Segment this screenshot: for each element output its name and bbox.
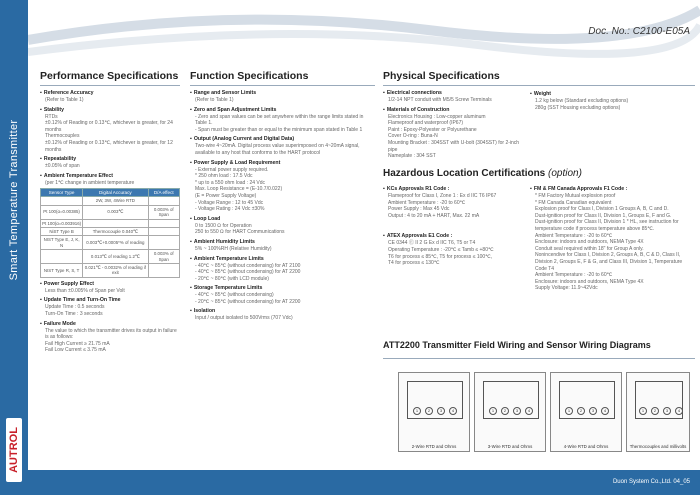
spec-text: * FM Factory Mutual explosion proof (535, 193, 616, 199)
table-row: Pt 100(α=0.00385) 0.003℃ 0.003% of Span (41, 205, 180, 219)
spec-text: Electronics Housing : Low-copper aluminum (388, 113, 486, 120)
spec-text: Enclosure: indoors and outdoors, NEMA Type 4X (535, 239, 644, 246)
spec-text: 250 to 550 Ω for HART Communications (195, 229, 285, 236)
table-row: NiST Type B Thermocouple 0.040℃ (41, 227, 180, 235)
spec-text: (Refer to Table 1) (195, 97, 234, 103)
wiring-diagram-4wire: 1 2 3 4 4-Wire RTD and Ohms (550, 372, 622, 452)
spec-text: Max. Loop Resistance = (E-10.7/0.022) (195, 186, 283, 193)
spec-text: Mounting Bracket : 304SST with U-bolt (304SST) for 2-inch pipe (388, 139, 520, 153)
physical-column (383, 70, 523, 160)
spec-text: 0 to 1500 Ω for Operation (195, 222, 252, 229)
spec-heading: ▪ Update Time and Turn-On Time (40, 297, 180, 304)
spec-text: - 20℃ ~ 85℃ (without condensing) for AT 2200 (195, 298, 301, 305)
spec-text: Dust-ignition proof for Class II, Division 1 * HL, see instruction for temperature code if process temperature above 85℃. (535, 219, 679, 232)
wiring-title: ATT2200 Transmitter Field Wiring and Sensor Wiring Diagrams (383, 340, 651, 350)
spec-heading: ▪ Output (Analog Current and Digital Data) (190, 136, 375, 143)
spec-text: The value to which the transmitter drives its output in failure is as follows: (45, 327, 177, 341)
spec-text: ±0.12% of Reading or 0.13℃, whichever is greater, for 24 months (45, 120, 173, 133)
table-row: 2W, 3W, 4Wire RTD (41, 197, 180, 205)
spec-text: Power Supply : Max 45 Vdc (388, 206, 450, 213)
spec-text: - 40℃ ~ 85℃ (without condensing) for AT 2200 (195, 269, 301, 276)
spec-text: Thermocouples (45, 133, 80, 140)
spec-text: - Zero and span values can be set anywhere within the range limits stated in Table 1. (195, 113, 364, 127)
spec-heading: ▪ FM & FM Canada Approvals F1 Code : (530, 186, 695, 193)
table-row: Pt 100(α=0.003916) (41, 219, 180, 227)
spec-text: 280g (SST Housing excluding options) (535, 104, 621, 111)
spec-text: Fail Low Current ≤ 3.75 mA (45, 347, 106, 354)
spec-text: Operating Temperature : -20℃ ≤ Tamb ≤ +80℃ (388, 246, 494, 253)
hazardous-title: Hazardous Location Certifications (option) (383, 168, 582, 179)
spec-text: T6 for process ≤ 85℃, T5 for process ≤ 100℃, (388, 253, 493, 260)
spec-text: CE 0344 Ⓔ II 2 G Ex d IIC T6, T5 or T4 (388, 240, 476, 247)
performance-column (40, 70, 180, 354)
spec-heading: ▪ Zero and Span Adjustment Limits (190, 107, 375, 114)
spec-text: (Refer to Table 1) (45, 97, 84, 103)
spec-text: (per 1℃ change in ambient temperature (45, 179, 135, 186)
spec-heading: ▪ Isolation (190, 308, 375, 315)
spec-text: - 20℃ ~ 80℃ (with LCD module) (195, 275, 269, 282)
spec-text: ±0.12% of Reading or 0.13℃, whichever is greater, for 12 months (45, 139, 173, 153)
spec-heading: ▪ Power Supply & Load Requirement (190, 160, 375, 167)
weight-column (530, 88, 695, 111)
spec-text: Flameproof for Class I, Zone 1 : Ex d IIC T6 IP67 (388, 193, 497, 199)
spec-text: Ambient Temperature : -20 to 60℃ (535, 272, 613, 279)
spec-text: 1/2-14 NPT conduit with M5/5 Screw Terminals (388, 97, 492, 103)
spec-text: Paint : Epoxy-Polyester or Polyurethane (388, 126, 477, 133)
performance-title: Performance Specifications (40, 70, 180, 86)
spec-text: * up to a 550 ohm load : 24 Vdc (195, 179, 266, 186)
spec-text: * 250 ohm load : 17.5 Vdc (195, 173, 253, 180)
spec-heading: ▪ Loop Load (190, 216, 375, 223)
table-row: NIST Type R, S, T 0.021℃ - 0.0032% of reading if exit (41, 264, 180, 278)
spec-text: - Voltage Range : 12 to 45 Vdc (195, 199, 264, 206)
table-header: Sensor Type (41, 189, 83, 197)
table-header: D/A effect (148, 189, 179, 197)
spec-text: Input / output isolated to 500Vrms (707 Vdc) (195, 315, 293, 322)
wiring-diagram-thermocouple: 1 2 3 4 Thermocouples and millivolts (626, 372, 690, 452)
spec-heading: ▪ Electrical connections (383, 90, 523, 97)
spec-text: - Span must be greater than or equal to the minimum span stated in Table 1 (195, 126, 363, 133)
wiring-diagram-2wire: 1 2 3 4 2-Wire RTD and Ohms (398, 372, 470, 452)
spec-heading: ▪ Repeatability (40, 156, 180, 163)
sidebar-title: Smart Temperature Transmitter (8, 119, 20, 281)
wiring-diagram-3wire: 1 2 3 4 3-Wire RTD and Ohms (474, 372, 546, 452)
spec-heading: ▪ Ambient Temperature Limits (190, 256, 375, 263)
spec-text: Nameplate : 304 SST (388, 153, 436, 160)
spec-text: - External power supply required. (195, 166, 269, 173)
spec-text: 5% ~ 100%RH (Relative Humidity) (195, 245, 272, 252)
spec-text: Ambient Temperature : -20 to 60℃ (535, 232, 613, 239)
accuracy-table (40, 188, 180, 277)
spec-text: ±0.05% of span (45, 163, 80, 170)
function-column (190, 70, 375, 322)
spec-text: * FM Canada Canadian equivalent (535, 199, 612, 206)
brand-logo: AUTROL (6, 418, 22, 482)
spec-heading: ▪ Weight (530, 91, 695, 98)
footer-text: Duon System Co.,Ltd. 04_05 (612, 479, 690, 485)
spec-text: Enclosure: indoors and outdoors, NEMA Type 4X (535, 278, 644, 285)
spec-text: Nonincendive for Class I, Division 2, Groups A, B, C & D, Class II, Division 2, Groups E, F & G, and Class III, Division 1, Temperature Code T4 (535, 252, 683, 272)
spec-heading: ▪ Reference Accuracy (40, 90, 180, 97)
spec-text: - 40℃ ~ 85℃ (without condensing) (195, 292, 274, 299)
hazardous-right (530, 183, 695, 292)
spec-heading: ▪ Failure Mode (40, 321, 180, 328)
spec-text: Explosion proof for Class I, Division 1 Groups A, B, C and D. (535, 206, 669, 213)
function-title: Function Specifications (190, 70, 375, 86)
spec-text: T4 for process ≤ 130℃ (388, 260, 440, 267)
table-row: 0.013℃ of reading 1.2℃ 0.003% of Span (41, 250, 180, 264)
spec-text: - Voltage Rating : 24 Vdc ±30% (195, 206, 265, 213)
spec-text: RTDs (45, 113, 58, 120)
spec-heading: ▪ KCs Approvals R1 Code : (383, 186, 523, 193)
table-header: Digital Accuracy (83, 189, 148, 197)
spec-text: Fail High Current ≥ 21.75 mA (45, 340, 110, 347)
spec-text: Output : 4 to 20 mA + HART, Max. 22 mA (388, 212, 480, 219)
spec-text: Less than ±0.005% of Span per Volt (45, 287, 125, 294)
spec-heading: ▪ Storage Temperature Limits (190, 285, 375, 292)
spec-text: Turn-On Time : 3 seconds (45, 311, 103, 317)
spec-text: Ambient Temperature : -20 to 60℃ (388, 199, 466, 206)
spec-text: Conduit seal required within 18" for Group A only. (535, 245, 644, 252)
spec-heading: ▪ Ambient Humidity Limits (190, 239, 375, 246)
spec-heading: ▪ Materials of Construction (383, 107, 523, 114)
spec-text: Dust-ignition proof for Class II, Division 1, Groups E, F and G. (535, 212, 672, 219)
spec-heading: ▪ Power Supply Effect (40, 281, 180, 288)
spec-heading: ▪ Range and Sensor Limits (190, 90, 375, 97)
spec-text: Supply Voltage: 11.9~42Vdc (535, 285, 598, 292)
spec-text: 1.2 kg below (Standard excluding options) (535, 98, 629, 104)
spec-text: Two-wire 4~20mA. Digital process value superimposed on 4~20mA signal, available to any host that conforms to the HART protocol (195, 143, 360, 156)
hazardous-left (383, 183, 523, 267)
spec-heading: ▪ Ambient Temperature Effect (40, 173, 180, 180)
physical-title: Physical Specifications (383, 70, 695, 86)
footer-bar (28, 470, 700, 495)
doc-number: Doc. No.: C2100-E05A (588, 26, 690, 37)
table-row: NIST Type E, J, K, N 0.003℃+0.0005*% of reading (41, 236, 180, 250)
sidebar (0, 0, 28, 495)
spec-text: Cover O-ring : Buna-N (388, 133, 438, 140)
spec-text: Flameproof and waterproof (IP67) (388, 120, 464, 127)
spec-text: - 40℃ ~ 85℃ (without condensing) for AT 2100 (195, 262, 301, 269)
spec-heading: ▪ ATEX Approvals E1 Code : (383, 233, 523, 240)
spec-text: Update Time : 0.5 seconds (45, 304, 105, 311)
spec-heading: ▪ Stability (40, 107, 180, 114)
spec-text: (E = Power Supply Voltage) (195, 192, 257, 199)
